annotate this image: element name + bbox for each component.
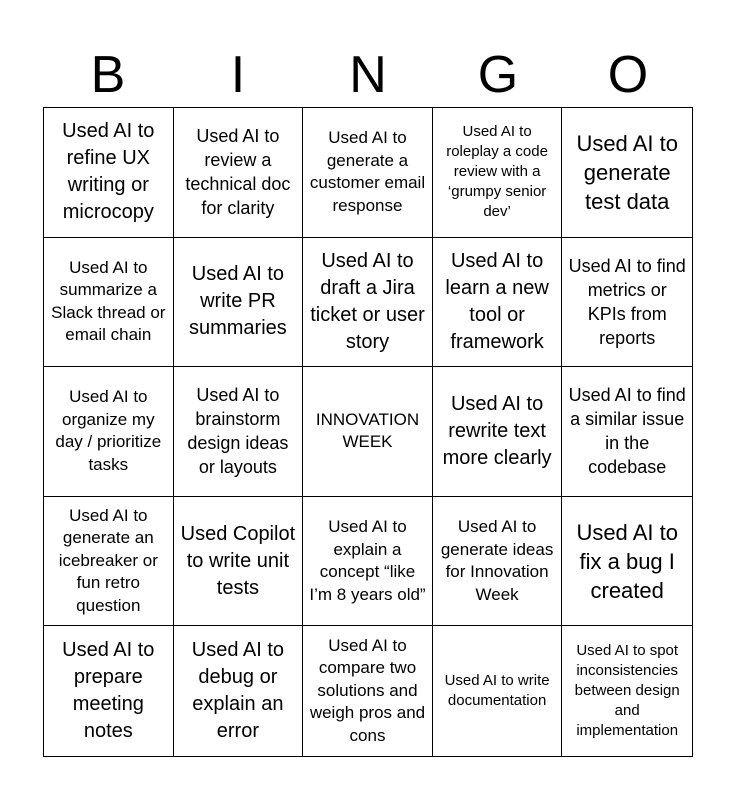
bingo-cell-r1-c3[interactable]: [303, 108, 433, 238]
bingo-cell-text: Used AI to compare two solutions and weigh pros and cons: [309, 635, 426, 745]
bingo-cell-r5-c4[interactable]: [433, 626, 563, 756]
bingo-cell-text: Used Copilot to write unit tests: [180, 522, 296, 599]
header-letter-o: O: [607, 46, 649, 104]
bingo-cell-text: Used AI to find a similar issue in the codebase: [568, 385, 686, 478]
bingo-cell-text: Used AI to generate an icebreaker or fun retro question: [58, 505, 158, 615]
bingo-board: [43, 107, 693, 757]
bingo-cell-r4-c3[interactable]: [303, 497, 433, 627]
bingo-cell-r5-c5[interactable]: [562, 626, 692, 756]
bingo-cell-r3-c1[interactable]: [44, 367, 174, 497]
header-letter-i: I: [230, 46, 246, 104]
bingo-cell-r2-c2[interactable]: [174, 238, 304, 368]
bingo-cell-text: Used AI to spot inconsistencies between design and implementation: [574, 642, 680, 740]
bingo-cell-r1-c1[interactable]: [44, 108, 174, 238]
bingo-cell-text: Used AI to write PR summaries: [188, 263, 287, 340]
bingo-cell-text: Used AI to refine UX writing or microcopy: [62, 120, 155, 224]
bingo-cell-r1-c2[interactable]: [174, 108, 304, 238]
bingo-cell-r1-c4[interactable]: [433, 108, 563, 238]
header-letter-g: G: [477, 46, 519, 104]
bingo-cell-r4-c5[interactable]: [562, 497, 692, 627]
header-letter-n: N: [349, 46, 387, 104]
bingo-cell-text: Used AI to rewrite text more clearly: [442, 392, 552, 469]
bingo-cell-r5-c2[interactable]: [174, 626, 304, 756]
bingo-cell-r4-c1[interactable]: [44, 497, 174, 627]
bingo-cell-text: Used AI to explain a concept “like I’m 8 years old”: [309, 517, 426, 604]
free-space-text: INNOVATION WEEK: [315, 409, 420, 452]
bingo-cell-r3-c5[interactable]: [562, 367, 692, 497]
bingo-cell-r5-c3[interactable]: [303, 626, 433, 756]
bingo-header: [43, 44, 693, 106]
bingo-cell-text: Used AI to generate a customer email response: [309, 128, 426, 215]
bingo-cell-text: Used AI to roleplay a code review with a ‘grumpy senior dev’: [446, 123, 548, 221]
bingo-cell-r1-c5[interactable]: [562, 108, 692, 238]
bingo-cell-text: Used AI to prepare meeting notes: [62, 639, 155, 743]
bingo-cell-r4-c4[interactable]: [433, 497, 563, 627]
bingo-cell-r5-c1[interactable]: [44, 626, 174, 756]
bingo-cell-text: Used AI to review a technical doc for clarity: [185, 126, 291, 219]
bingo-cell-text: Used AI to fix a bug I created: [576, 519, 678, 603]
bingo-cell-text: Used AI to generate ideas for Innovation Week: [440, 517, 554, 604]
bingo-cell-text: Used AI to brainstorm design ideas or layouts: [187, 385, 289, 478]
header-letter-b: B: [90, 46, 126, 104]
bingo-cell-text: Used AI to learn a new tool or framework: [445, 249, 549, 353]
bingo-cell-text: Used AI to find metrics or KPIs from reports: [568, 255, 686, 348]
bingo-cell-text: Used AI to generate test data: [576, 130, 678, 214]
bingo-cell-text: Used AI to organize my day / prioritize tasks: [55, 387, 162, 474]
bingo-cell-r2-c1[interactable]: [44, 238, 174, 368]
bingo-cell-text: Used AI to summarize a Slack thread or email chain: [51, 257, 166, 345]
bingo-cell-r3-c4[interactable]: [433, 367, 563, 497]
bingo-cell-r3-c2[interactable]: [174, 367, 304, 497]
bingo-cell-r2-c3[interactable]: [303, 238, 433, 368]
bingo-cell-r4-c2[interactable]: [174, 497, 304, 627]
bingo-cell-text: Used AI to write documentation: [444, 672, 550, 710]
bingo-cell-text: Used AI to debug or explain an error: [191, 639, 285, 743]
bingo-cell-r2-c4[interactable]: [433, 238, 563, 368]
bingo-cell-r2-c5[interactable]: [562, 238, 692, 368]
bingo-cell-r3-c3-free[interactable]: [303, 367, 433, 497]
bingo-cell-text: Used AI to draft a Jira ticket or user story: [310, 249, 425, 353]
